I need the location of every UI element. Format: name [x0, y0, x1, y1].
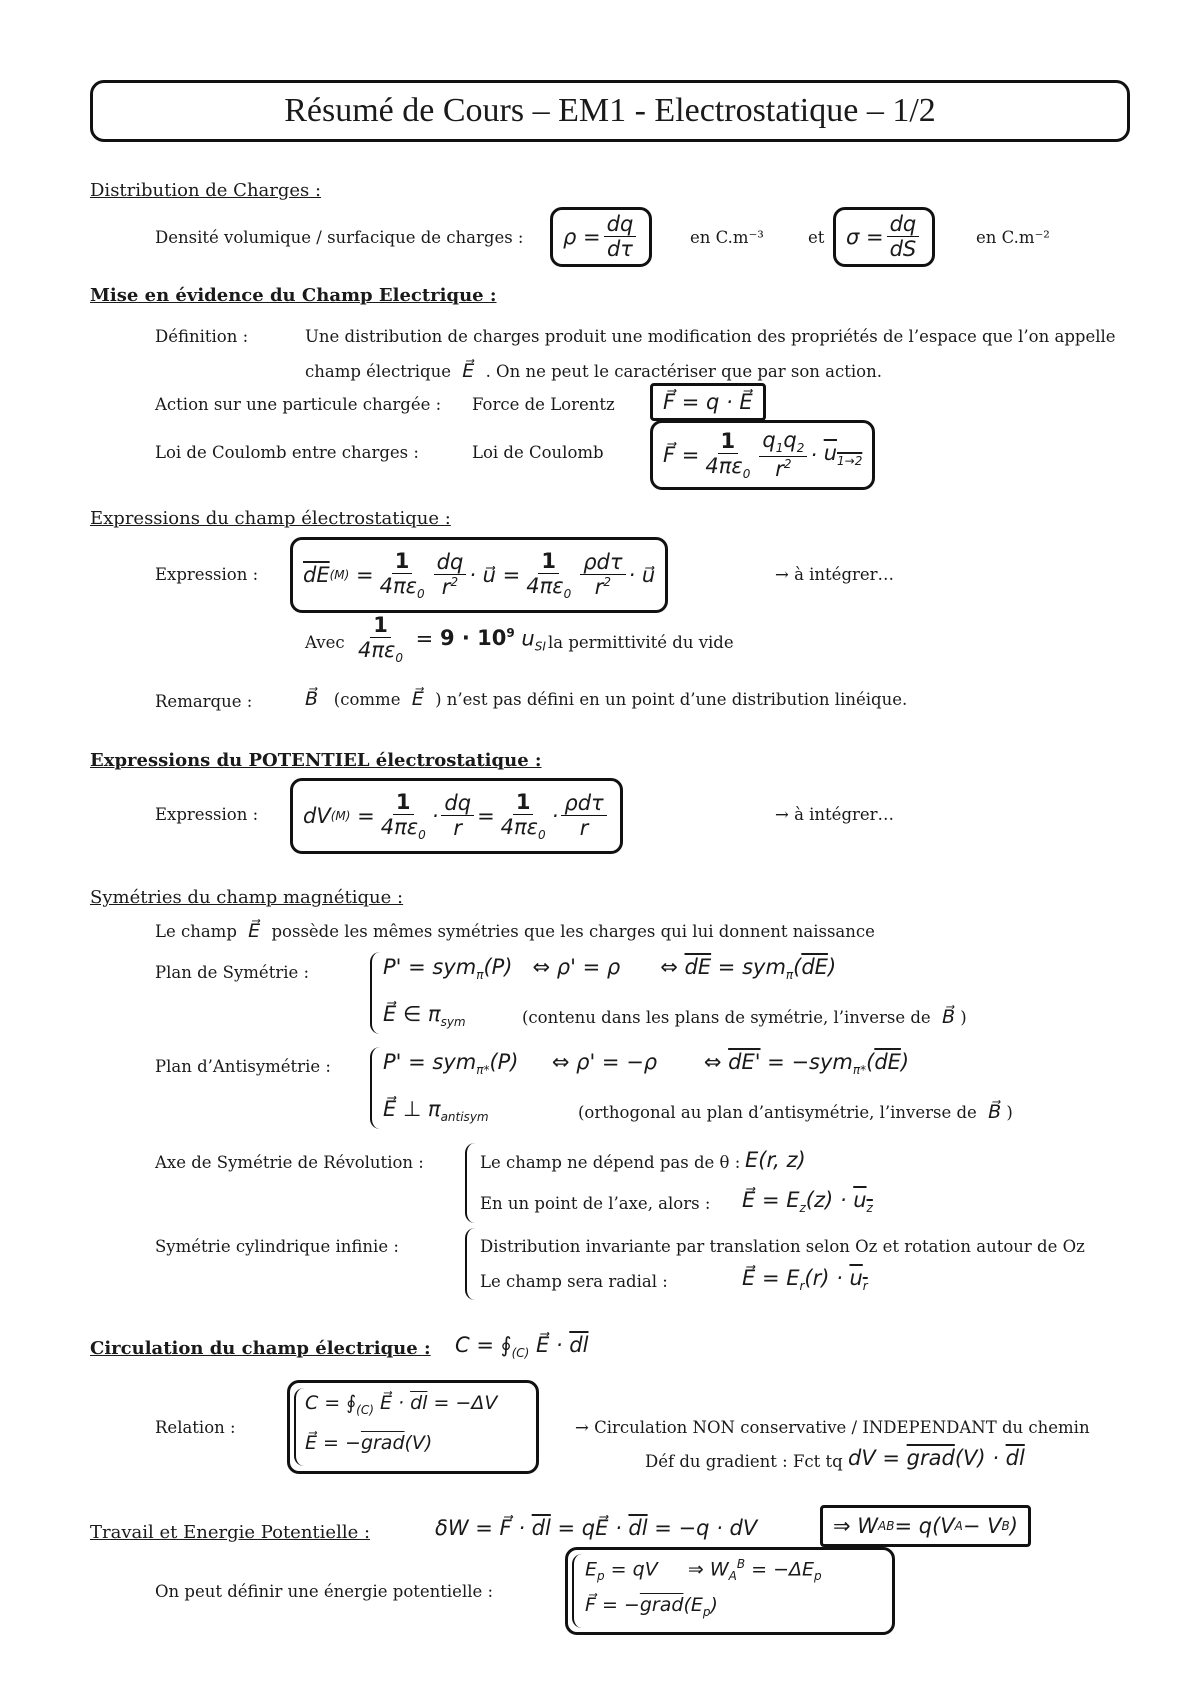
revolution-line2: En un point de l’axe, alors :	[480, 1194, 711, 1213]
avec-label: Avec	[305, 633, 345, 652]
remarque-text-a: (comme	[333, 690, 401, 709]
definition-line2b: . On ne peut le caractériser que par son action.	[485, 362, 882, 381]
section-mise-en-evidence: Mise en évidence du Champ Electrique :	[90, 285, 497, 306]
section-expressions-potentiel: Expressions du POTENTIEL électrostatique :	[90, 750, 542, 771]
formula-cylindrique: E⃗ = $E_r(r) \cdot u_r$	[742, 1266, 868, 1294]
section-circulation: Circulation du champ électrique :	[90, 1338, 431, 1359]
page-title-text: Résumé de Cours – EM1 - Electrostatique – 1/2	[284, 92, 936, 129]
remarque-text	[305, 688, 907, 710]
formula-gradient: dV = grad(V) · $\overline{dl}$	[848, 1446, 1025, 1470]
section-distribution: Distribution de Charges :	[90, 180, 322, 201]
formula-revolution-1: E(r, z)	[745, 1148, 806, 1172]
cylindrique-line1: Distribution invariante par translation selon Oz et rotation autour de Oz	[480, 1237, 1085, 1256]
formula-plan-antisym-2: E⃗ ⊥ $\pi_{antisym}$	[383, 1097, 489, 1125]
unit-surfacic: en C.m⁻²	[976, 228, 1050, 247]
potentiel-expression-label: Expression :	[155, 805, 259, 824]
formula-dv-box: dV (M) = $\frac{1}{4\pi\varepsilon_0}$ · $\frac{dq}{r}$ = $\frac{1}{4\pi\varepsilon_0}$ · $\frac{\text{ρdτ}}{r}$	[290, 778, 623, 854]
revolution-label: Axe de Symétrie de Révolution :	[155, 1153, 424, 1172]
formula-lorentz-box: F⃗ = q · E⃗	[650, 383, 766, 421]
brace	[465, 1143, 475, 1223]
definition-label: Définition :	[155, 327, 249, 346]
definition-line2a: champ électrique	[305, 362, 451, 381]
section-travail: Travail et Energie Potentielle :	[90, 1522, 371, 1543]
expression-label: Expression :	[155, 565, 259, 584]
brace	[370, 1047, 380, 1129]
vector-b-symbol: B⃗	[935, 1006, 955, 1028]
lorentz-name: Force de Lorentz	[472, 395, 615, 414]
vector-e-symbol: E⃗	[405, 688, 430, 710]
definition-line2	[305, 360, 882, 382]
circulation-note2: Déf du gradient : Fct tq	[645, 1452, 843, 1471]
formula-energie-2: F⃗ = $-grad(E_p)$	[585, 1594, 718, 1619]
formula-circulation: $C = ∮_{(C)}$ E⃗ · $\overline{dl}$	[455, 1333, 589, 1361]
brace	[465, 1228, 475, 1300]
plan-sym-label: Plan de Symétrie :	[155, 963, 310, 982]
brace	[294, 1388, 304, 1466]
density-label: Densité volumique / surfacique de charges :	[155, 228, 524, 247]
remarque-text-b: ) n’est pas défini en un point d’une distribution linéique.	[435, 690, 908, 709]
formula-revolution-2: E⃗ = $E_z(z) \cdot u_z$	[742, 1188, 873, 1216]
plan-antisym-label: Plan d’Antisymétrie :	[155, 1057, 331, 1076]
brace	[370, 952, 380, 1034]
definition-line1: Une distribution de charges produit une modification des propriétés de l’espace que l’on appelle	[305, 327, 1116, 346]
formula-sigma-box: σ = $\frac{dq}{dS}$	[833, 207, 935, 267]
vector-e-symbol: E⃗	[242, 920, 267, 942]
plan-antisym-note-text: (orthogonal au plan d’antisymétrie, l’inverse de	[578, 1103, 977, 1122]
vector-b-symbol: B⃗	[305, 688, 319, 710]
plan-sym-note-text: (contenu dans les plans de symétrie, l’inverse de	[522, 1008, 931, 1027]
formula-coulomb-box: F⃗ = $\frac{1}{4\pi\varepsilon_0}$ $\frac{q_1q_2}{r^2}$ · $u_{1\to 2}$	[650, 420, 875, 490]
coulomb-name: Loi de Coulomb	[472, 443, 604, 462]
formula-work-box: ⇒ W A B = q(V A − V B )	[820, 1505, 1031, 1547]
et-label: et	[808, 228, 825, 247]
cylindrique-line2: Le champ sera radial :	[480, 1272, 668, 1291]
formula-travail: δW = F⃗ · $\overline{dl}$ = qE⃗ · $\overline{dl} = -q$ · dV	[435, 1516, 758, 1540]
unit-volumic: en C.m⁻³	[690, 228, 764, 247]
permittivity-text: la permittivité du vide	[548, 633, 734, 652]
formula-relation-1: $C = ∮_{(C)}$ E⃗ · $\overline{dl} = -\Delta V$	[305, 1392, 498, 1417]
formula-plan-sym-2: E⃗ ∈ $\pi_{sym}$	[383, 1002, 466, 1030]
integrate-note: → à intégrer…	[775, 565, 895, 584]
formula-rho-box: ρ = $\frac{dq}{d\tau}$	[550, 207, 652, 267]
symetries-intro-b: possède les mêmes symétries que les charges qui lui donnent naissance	[271, 922, 875, 941]
potentiel-integrate-note: → à intégrer…	[775, 805, 895, 824]
symetries-intro-a: Le champ	[155, 922, 237, 941]
action-label: Action sur une particule chargée :	[155, 395, 442, 414]
energie-label: On peut définir une énergie potentielle :	[155, 1582, 494, 1601]
brace	[572, 1554, 582, 1628]
cylindrique-label: Symétrie cylindrique infinie :	[155, 1237, 399, 1256]
section-symetries: Symétries du champ magnétique :	[90, 887, 404, 908]
plan-sym-note: (contenu dans les plans de symétrie, l’inverse de B⃗ )	[522, 1006, 967, 1028]
circulation-note1: → Circulation NON conservative / INDEPENDANT du chemin	[575, 1418, 1090, 1437]
revolution-line1: Le champ ne dépend pas de θ :	[480, 1153, 741, 1172]
section-expressions-champ: Expressions du champ électrostatique :	[90, 508, 451, 529]
formula-plan-sym-1: P' = sym$_\pi$(P) ⇔ ρ' = ρ ⇔ $\overline{dE} = sym_\pi(\overline{dE})$	[383, 955, 837, 983]
formula-permittivity: $\frac{1}{4\pi\varepsilon_0}$ = $9 \cdot 10^9$ $u_{SI}$	[358, 613, 546, 666]
page-title	[90, 80, 1130, 142]
relation-label: Relation :	[155, 1418, 236, 1437]
formula-plan-antisym-1: P' = sym$_{\pi*}$(P) ⇔ ρ' = −ρ ⇔ $dE' = -sym_{\pi*}(\overline{dE})$	[383, 1050, 910, 1078]
formula-relation-2: E⃗ = −grad(V)	[305, 1432, 433, 1454]
vector-e-symbol: E⃗	[456, 360, 481, 382]
vector-b-symbol: B⃗	[982, 1101, 1002, 1123]
formula-energie-1: $E_p$ = qV ⇒ $W_A^B = -\Delta E_p$	[585, 1557, 822, 1584]
plan-antisym-note: (orthogonal au plan d’antisymétrie, l’inverse de B⃗ )	[578, 1101, 1013, 1123]
coulomb-label: Loi de Coulomb entre charges :	[155, 443, 419, 462]
remarque-label: Remarque :	[155, 692, 253, 711]
formula-de-box: $\overline{dE}$ (M) = $\frac{1}{4\pi\varepsilon_0}$ $\frac{dq}{r^2}$ · u⃗ = $\frac{1}{4\pi\varepsilon_0}$ $\frac{\text{ρdτ}}{r^2}$ · u⃗	[290, 537, 668, 613]
symetries-intro	[155, 920, 875, 942]
